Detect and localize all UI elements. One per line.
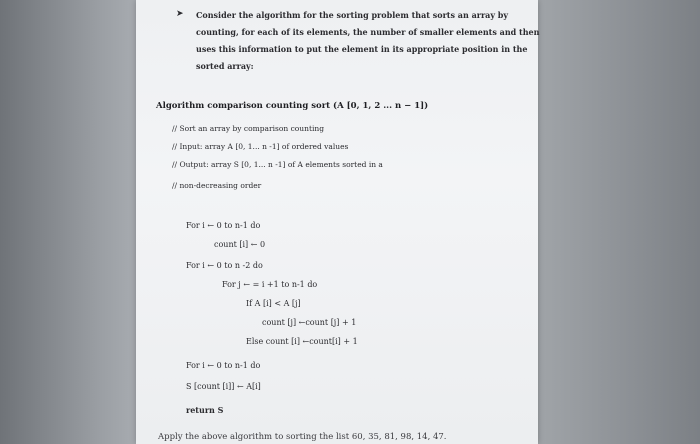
question-line-4: sorted array: — [196, 61, 254, 71]
comment-line-4: // non-decreasing order — [172, 181, 262, 190]
background-right — [530, 0, 700, 444]
code-line-9: S [count [i]] ← A[i] — [186, 382, 261, 391]
code-line-6: count [j] ←count [j] + 1 — [262, 318, 357, 327]
code-line-10: return S — [186, 405, 224, 415]
bullet-arrow-icon: ➤ — [176, 9, 184, 19]
code-line-7: Else count [i] ←count[i] + 1 — [246, 337, 358, 346]
code-line-3: For i ← 0 to n -2 do — [186, 261, 263, 270]
code-line-1: For i ← 0 to n-1 do — [186, 221, 261, 230]
algorithm-title: Algorithm comparison counting sort (A [0, 1, 2 ... n − 1]) — [156, 101, 429, 111]
comment-line-2: // Input: array A [0, 1... n -1] of ordered values — [172, 142, 349, 151]
comment-line-1: // Sort an array by comparison counting — [172, 124, 324, 133]
question-line-1: Consider the algorithm for the sorting problem that sorts an array by — [196, 10, 509, 20]
question-line-3: uses this information to put the element in its appropriate position in the — [196, 44, 528, 54]
background-left — [0, 0, 140, 444]
code-line-4: For j ← = i +1 to n-1 do — [222, 280, 318, 289]
code-line-8: For i ← 0 to n-1 do — [186, 361, 261, 370]
code-line-2: count [i] ← 0 — [214, 240, 266, 249]
code-line-5: If A [i] < A [j] — [246, 299, 301, 308]
exercise-text: Apply the above algorithm to sorting the list 60, 35, 81, 98, 14, 47. — [158, 432, 447, 442]
question-line-2: counting, for each of its elements, the number of smaller elements and then — [196, 27, 540, 37]
comment-line-3: // Output: array S [0, 1... n -1] of A elements sorted in a — [172, 160, 383, 169]
